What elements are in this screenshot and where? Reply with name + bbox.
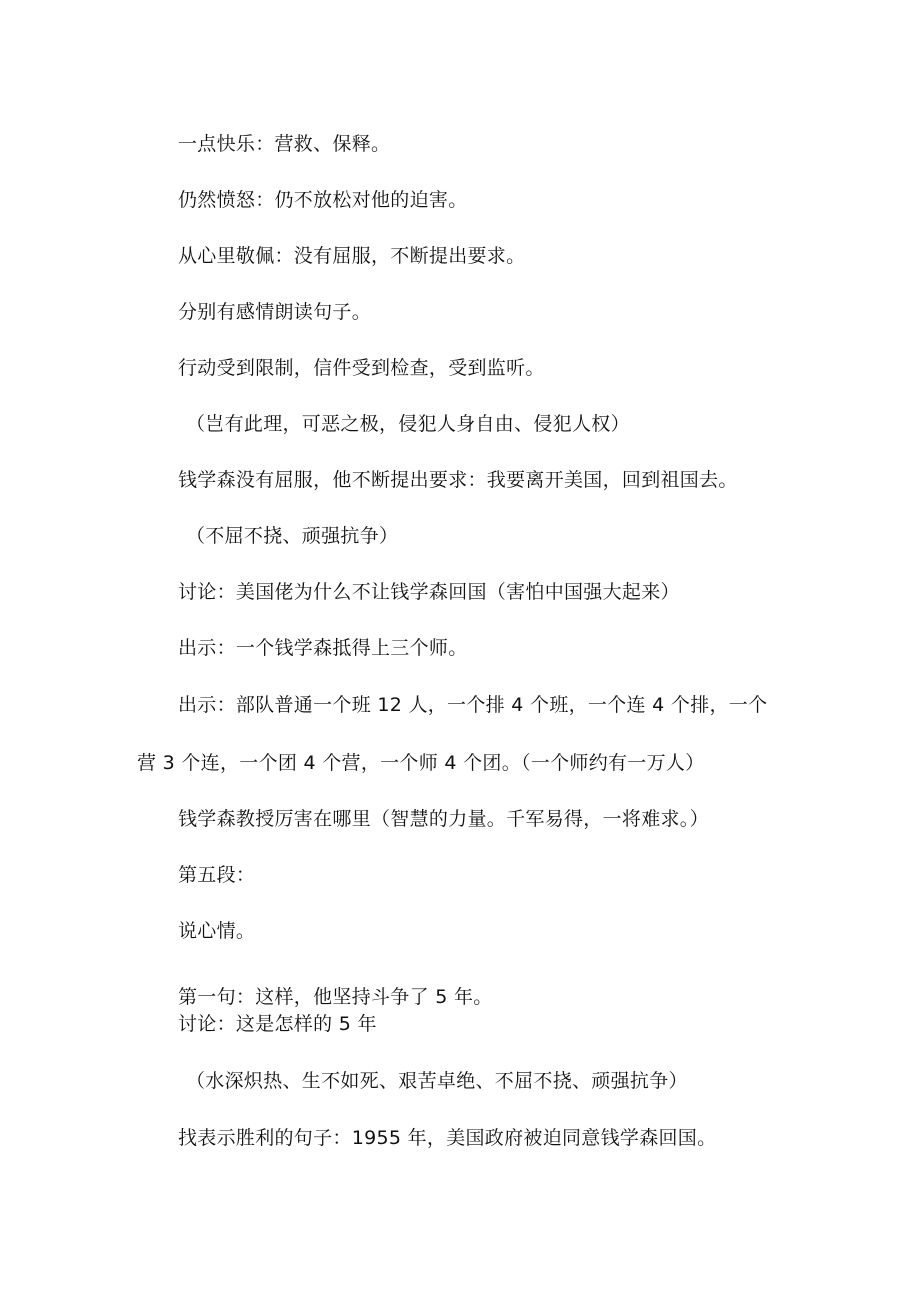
text-line: （不屈不挠、顽强抗争） bbox=[186, 525, 399, 547]
text-line: 找表示胜利的句子：1955 年，美国政府被迫同意钱学森回国。 bbox=[178, 1127, 717, 1149]
text-line: 第一句：这样，他坚持斗争了 5 年。 bbox=[178, 986, 493, 1008]
text-line: 出示：部队普通一个班 12 人，一个排 4 个班，一个连 4 个排，一个 bbox=[178, 694, 768, 716]
text-line: 一点快乐：营救、保释。 bbox=[178, 133, 391, 155]
text-line: 仍然愤怒：仍不放松对他的迫害。 bbox=[178, 189, 468, 211]
text-line: 讨论：这是怎样的 5 年 bbox=[178, 1013, 377, 1035]
text-line: 钱学森教授厉害在哪里（智慧的力量。千军易得，一将难求。） bbox=[178, 808, 709, 830]
text-line: 分别有感情朗读句子。 bbox=[178, 301, 372, 323]
text-line: （水深炽热、生不如死、艰苦卓绝、不屈不挠、顽强抗争） bbox=[186, 1070, 688, 1092]
text-line: 第五段： bbox=[178, 864, 256, 886]
text-line: 讨论：美国佬为什么不让钱学森回国（害怕中国强大起来） bbox=[178, 581, 680, 603]
text-line: 从心里敬佩：没有屈服，不断提出要求。 bbox=[178, 245, 526, 267]
text-line: 行动受到限制，信件受到检查，受到监听。 bbox=[178, 357, 545, 379]
text-line: 出示：一个钱学森抵得上三个师。 bbox=[178, 637, 468, 659]
text-line: 说心情。 bbox=[178, 920, 256, 942]
text-line: （岂有此理，可恶之极，侵犯人身自由、侵犯人权） bbox=[186, 413, 630, 435]
text-line: 营 3 个连，一个团 4 个营，一个师 4 个团。（一个师约有一万人） bbox=[137, 752, 705, 774]
text-line: 钱学森没有屈服，他不断提出要求：我要离开美国，回到祖国去。 bbox=[178, 469, 738, 491]
